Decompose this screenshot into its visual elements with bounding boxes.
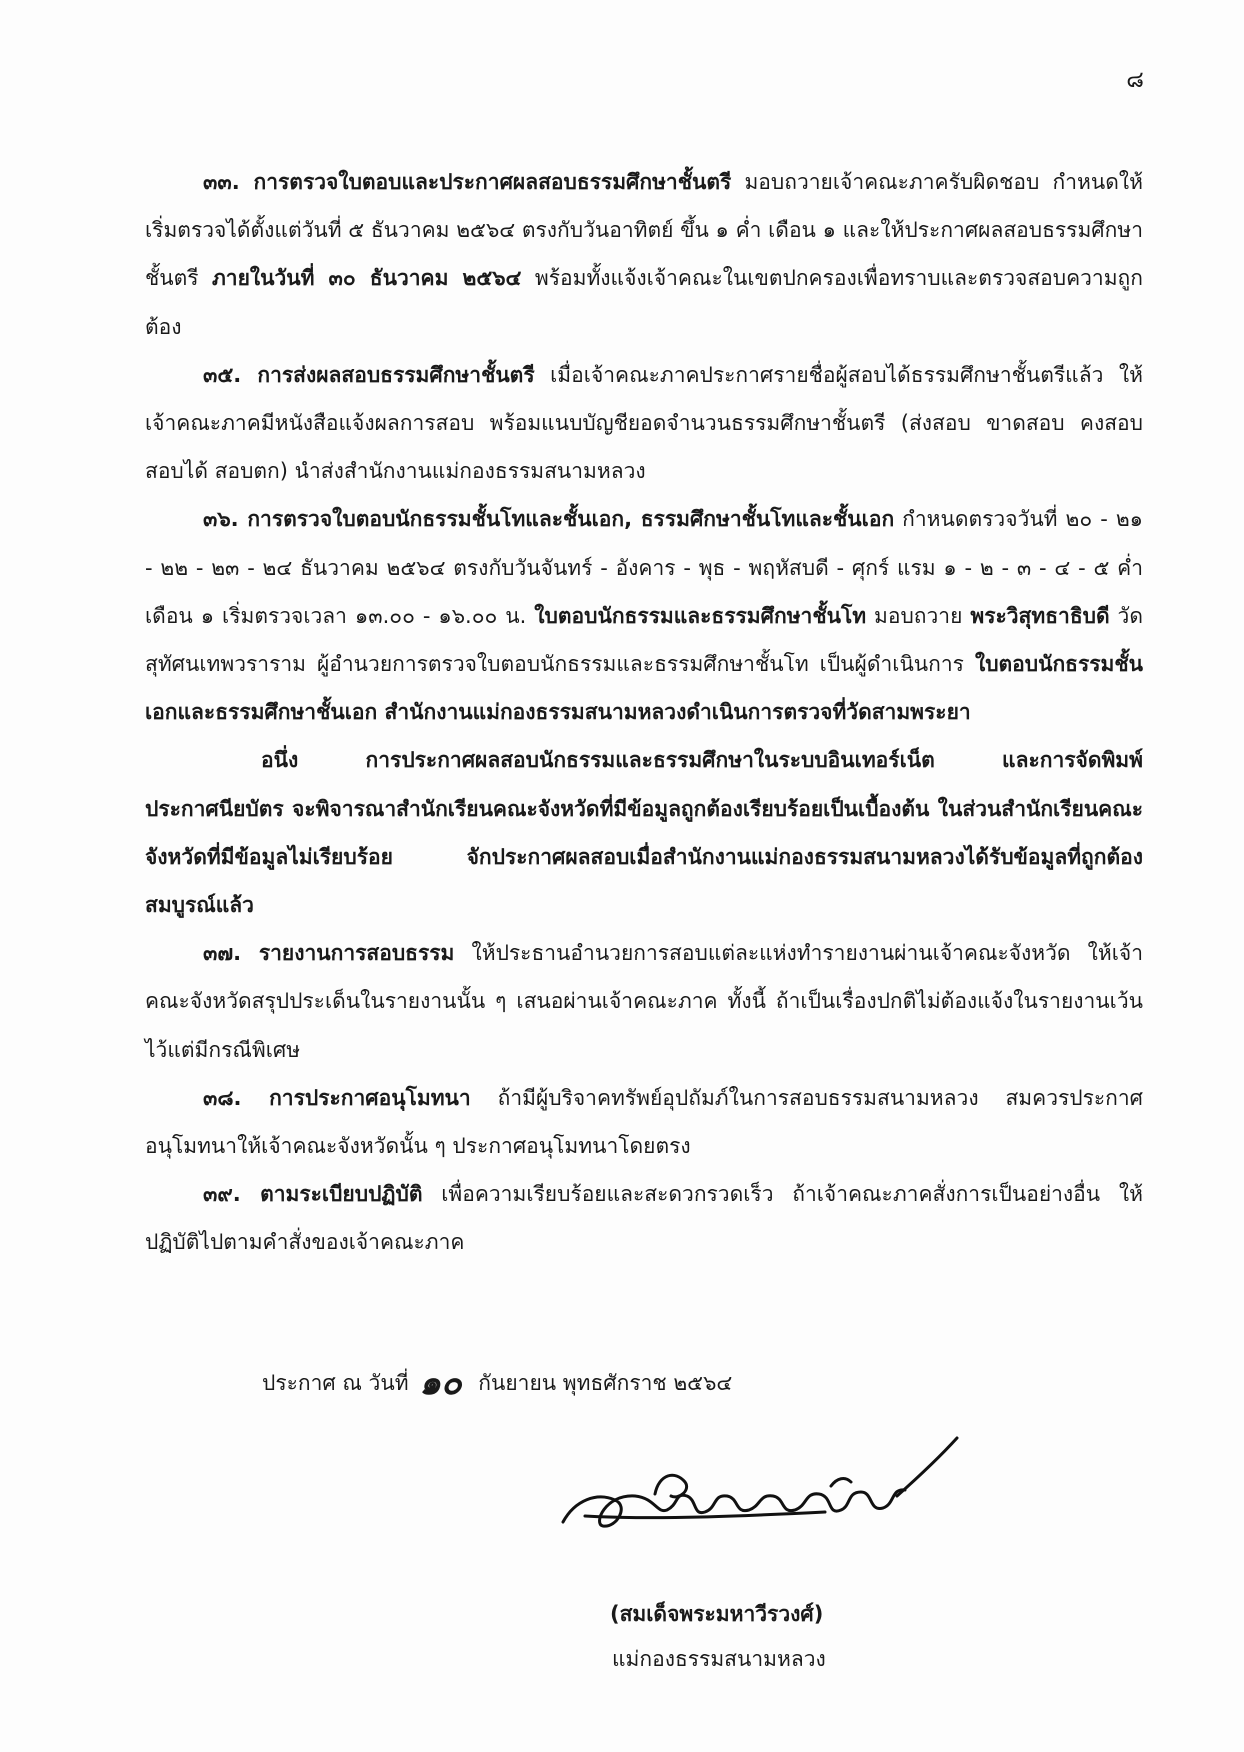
section-37-text: ให้ประธานอำนวยการสอบแต่ละแห่งทำรายงานผ่านเจ้าคณะจังหวัด ให้เจ้าคณะจังหวัดสรุปประเด็นในรายงานนั้น ๆ เสนอผ่านเจ้าคณะภาค ทั้งนี้ ถ้าเป็นเรื่องปกติไม่ต้องแจ้งในรายงานเว้นไว้แต่มีกรณีพิเศษ — [145, 941, 1143, 1062]
section-36-text-1: กำหนดตรวจวันที่ ๒๐ - ๒๑ - ๒๒ - ๒๓ - ๒๔ ธันวาคม ๒๕๖๔ ตรงกับวันจันทร์ - อังคาร - พุธ - พฤหัสบดี - ศุกร์ แรม ๑ - ๒ - ๓ - ๔ - ๕ ค่ำ เดือน ๑ เริ่มตรวจเวลา ๑๓.๐๐ - ๑๖.๐๐ น. — [145, 507, 1143, 628]
section-33-text-before: มอบถวายเจ้าคณะภาครับผิดชอบ กำหนดให้เริ่มตรวจได้ตั้งแต่วันที่ ๕ ธันวาคม ๒๕๖๔ ตรงกับวันอาทิตย์ ขึ้น ๑ ค่ำ เดือน ๑ และให้ประกาศผลสอบธรรมศึกษาชั้นตรี — [145, 170, 1143, 291]
section-notice: อนึ่ง การประกาศผลสอบนักธรรมและธรรมศึกษาในระบบอินเทอร์เน็ต และการจัดพิมพ์ประกาศนียบัตร จะพิจารณาสำนักเรียนคณะจังหวัดที่มีข้อมูลถูกต้องเรียบร้อยเป็นเบื้องต้น ในส่วนสำนักเรียนคณะจังหวัดที่มีข้อมูลไม่เรียบร้อย จักประกาศผลสอบเมื่อสำนักงานแม่กองธรรมสนามหลวงได้รับข้อมูลที่ถูกต้องสมบูรณ์แล้ว — [145, 748, 1143, 918]
announcement-prefix: ประกาศ ณ วันที่ — [262, 1371, 409, 1395]
announcement-date — [262, 1365, 732, 1401]
announcement-day-handwritten: ๑๐ — [419, 1363, 462, 1403]
section-39-heading: ๓๙. ตามระเบียบปฏิบัติ — [203, 1182, 423, 1207]
document-body — [145, 158, 1143, 1267]
section-33 — [145, 158, 1143, 351]
section-36-text-2: มอบถวาย — [866, 603, 971, 628]
section-36-heading: ๓๖. การตรวจใบตอบนักธรรมชั้นโทและชั้นเอก, ธรรมศึกษาชั้นโทและชั้นเอก — [203, 507, 895, 532]
section-33-deadline: ภายในวันที่ ๓๐ ธันวาคม ๒๕๖๔ — [211, 266, 522, 291]
announcement-suffix: กันยายน พุทธศักราช ๒๕๖๔ — [478, 1371, 733, 1395]
signature-stroke-tail — [831, 1479, 851, 1486]
section-37-heading: ๓๗. รายงานการสอบธรรม — [203, 941, 455, 966]
section-35-text: เมื่อเจ้าคณะภาคประกาศรายชื่อผู้สอบได้ธรรมศึกษาชั้นตรีแล้ว ให้เจ้าคณะภาคมีหนังสือแจ้งผลการสอบ พร้อมแนบบัญชียอดจำนวนธรรมศึกษาชั้นตรี (ส่งสอบ ขาดสอบ คงสอบ สอบได้ สอบตก) นำส่งสำนักงานแม่กองธรรมสนามหลวง — [145, 362, 1143, 484]
page-number: ๘ — [1126, 67, 1144, 93]
signature-image — [545, 1430, 985, 1590]
section-36-bold-3: ใบตอบนักธรรมชั้นเอกและธรรมศึกษาชั้นเอก สำนักงานแม่กองธรรมสนามหลวงดำเนินการตรวจที่วัดสามพระยา — [145, 652, 1143, 725]
section-36-bold-1: ใบตอบนักธรรมและธรรมศึกษาชั้นโท — [534, 603, 867, 628]
section-36-text-3: วัดสุทัศนเทพวราราม ผู้อำนวยการตรวจใบตอบนักธรรมและธรรมศึกษาชั้นโท เป็นผู้ดำเนินการ — [145, 603, 1143, 677]
section-33-heading: ๓๓. การตรวจใบตอบและประกาศผลสอบธรรมศึกษาชั้นตรี — [203, 170, 732, 194]
section-37 — [145, 929, 1143, 1074]
signature-stroke-flourish — [897, 1438, 957, 1496]
signer-title: แม่กองธรรมสนามหลวง — [612, 1647, 826, 1671]
section-35 — [145, 351, 1143, 496]
signer-name: (สมเด็จพระมหาวีรวงศ์) — [610, 1602, 824, 1626]
section-39 — [145, 1170, 1143, 1266]
section-33-text-after: พร้อมทั้งแจ้งเจ้าคณะในเขตปกครองเพื่อทราบและตรวจสอบความถูกต้อง — [145, 266, 1143, 339]
section-39-text: เพื่อความเรียบร้อยและสะดวกรวดเร็ว ถ้าเจ้าคณะภาคสั่งการเป็นอย่างอื่น ให้ปฏิบัติไปตามคำสั่งของเจ้าคณะภาค — [145, 1182, 1143, 1255]
section-38 — [145, 1074, 1143, 1170]
section-36-bold-2: พระวิสุทธาธิบดี — [970, 603, 1110, 628]
section-38-text: ถ้ามีผู้บริจาคทรัพย์อุปถัมภ์ในการสอบธรรมสนามหลวง สมควรประกาศอนุโมทนาให้เจ้าคณะจังหวัดนั้น ๆ ประกาศอนุโมทนาโดยตรง — [145, 1085, 1143, 1159]
signature-stroke-main — [563, 1490, 905, 1526]
section-38-heading: ๓๘. การประกาศอนุโมทนา — [203, 1085, 471, 1110]
section-35-heading: ๓๕. การส่งผลสอบธรรมศึกษาชั้นตรี — [203, 362, 535, 387]
section-36 — [145, 495, 1143, 736]
signature-stroke-loop — [655, 1475, 687, 1497]
